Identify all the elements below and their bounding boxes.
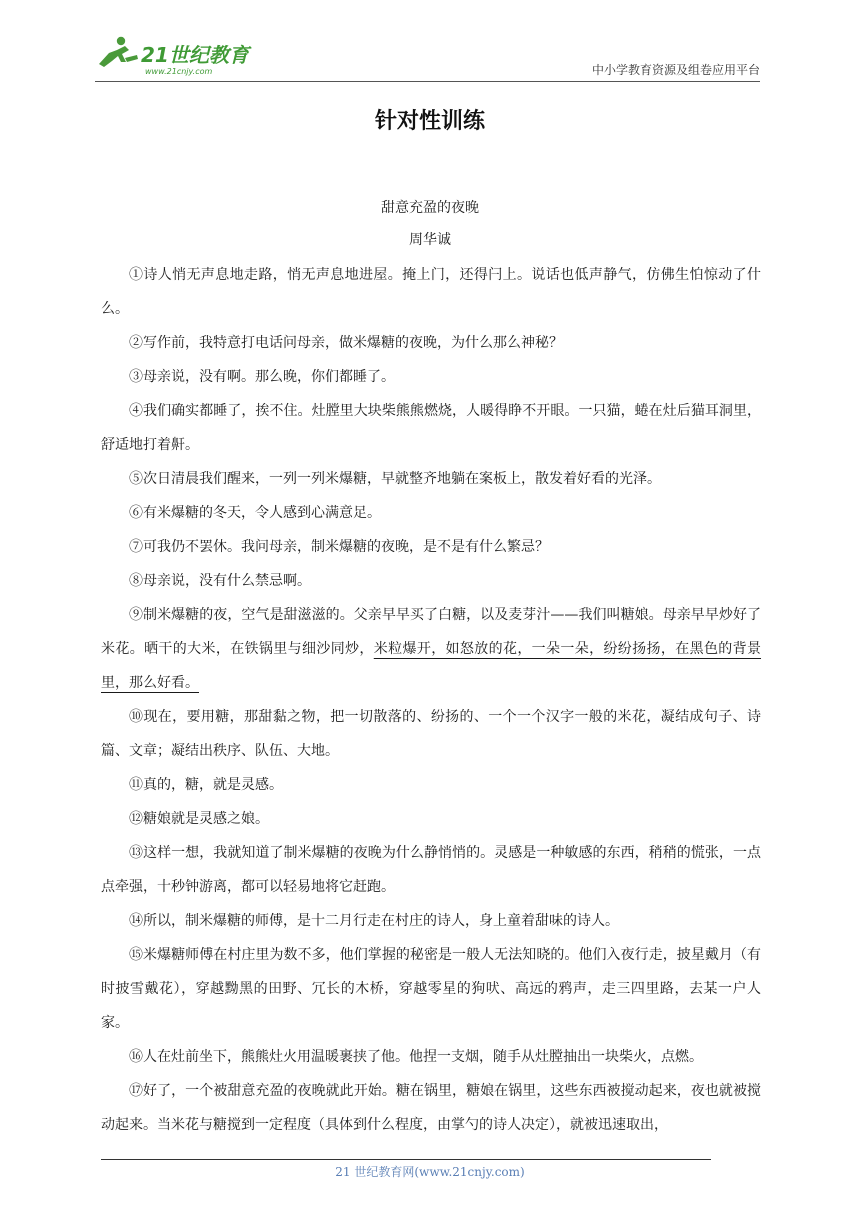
- paragraph-9: [101, 598, 761, 700]
- footer-divider: [101, 1159, 711, 1160]
- page-footer: 21 世纪教育网(www.21cnjy.com): [335, 1165, 525, 1179]
- logo-text: 21世纪教育: [141, 43, 249, 67]
- paragraph-3: ③母亲说，没有啊。那么晚，你们都睡了。: [129, 369, 395, 385]
- paragraph-10: ⑩现在，要用糖，那甜黏之物，把一切散落的、纷扬的、一个一个汉字一般的米花，凝结成句子、诗篇、文章；凝结出秩序、队伍、大地。: [101, 709, 761, 759]
- article-author: 周华诚: [409, 232, 451, 248]
- paragraph-5: ⑤次日清晨我们醒来，一列一列米爆糖，早就整齐地躺在案板上，散发着好看的光泽。: [129, 471, 661, 487]
- paragraph-16: ⑯人在灶前坐下，熊熊灶火用温暖裹挟了他。他捏一支烟，随手从灶膛抽出一块柴火，点燃。: [129, 1049, 703, 1065]
- site-logo: [95, 34, 265, 76]
- paragraph-14: ⑭所以，制米爆糖的师傅，是十二月行走在村庄的诗人，身上童着甜味的诗人。: [129, 913, 619, 929]
- paragraph-1: ①诗人悄无声息地走路，悄无声息地进屋。掩上门，还得闩上。说话也低声静气，仿佛生怕惊动了什么。: [101, 267, 761, 317]
- paragraph-17: ⑰好了，一个被甜意充盈的夜晚就此开始。糖在锅里，糖娘在锅里，这些东西被搅动起来，夜也就被搅动起来。当米花与糖搅到一定程度（具体到什么程度，由掌勺的诗人决定），就被迅速取出，: [101, 1083, 761, 1133]
- article-title: 甜意充盈的夜晚: [381, 200, 479, 216]
- underlined-sentence: 米粒爆开，如怒放的花，一朵一朵，纷纷扬扬，在黑色的背景里，那么好看。: [101, 641, 762, 691]
- paragraph-15: ⑮米爆糖师傅在村庄里为数不多，他们掌握的秘密是一般人无法知晓的。他们入夜行走，披星戴月（有时披雪戴花），穿越黝黑的田野、冗长的木桥，穿越零星的狗吠、高远的鸦声，走三四里路，去某一户人家。: [101, 947, 761, 1031]
- paragraph-13: ⑬这样一想，我就知道了制米爆糖的夜晚为什么静悄悄的。灵感是一种敏感的东西，稍稍的慌张，一点点牵强，十秒钟游离，都可以轻易地将它赶跑。: [101, 845, 761, 895]
- paragraph-4: ④我们确实都睡了，挨不住。灶膛里大块柴熊熊燃烧，人暖得睁不开眼。一只猫，蜷在灶后猫耳洞里，舒适地打着鼾。: [101, 403, 761, 453]
- logo-url: www.21cnjy.com: [145, 67, 213, 76]
- paragraph-6: ⑥有米爆糖的冬天，令人感到心满意足。: [129, 505, 381, 521]
- header-divider: [95, 81, 760, 82]
- page-title: 针对性训练: [374, 109, 485, 134]
- page-header: [95, 30, 760, 82]
- paragraph-12: ⑫糖娘就是灵感之娘。: [129, 811, 269, 827]
- paragraph-9-text: ⑨制米爆糖的夜，空气是甜滋滋的。父亲早早买了白糖，以及麦芽汁——我们叫糖娘。母亲早早炒好了米花。晒干的大米，在铁锅里与细沙同炒，: [101, 607, 761, 657]
- paragraph-2: ②写作前，我特意打电话问母亲，做米爆糖的夜晚，为什么那么神秘？: [129, 335, 563, 351]
- platform-name: 中小学教育资源及组卷应用平台: [591, 63, 760, 77]
- paragraph-7: ⑦可我仍不罢休。我问母亲，制米爆糖的夜晚，是不是有什么繁忌？: [129, 539, 549, 555]
- paragraph-11: ⑪真的，糖，就是灵感。: [129, 777, 283, 793]
- article-body: [101, 258, 761, 1142]
- paragraph-8: ⑧母亲说，没有什么禁忌啊。: [129, 573, 311, 589]
